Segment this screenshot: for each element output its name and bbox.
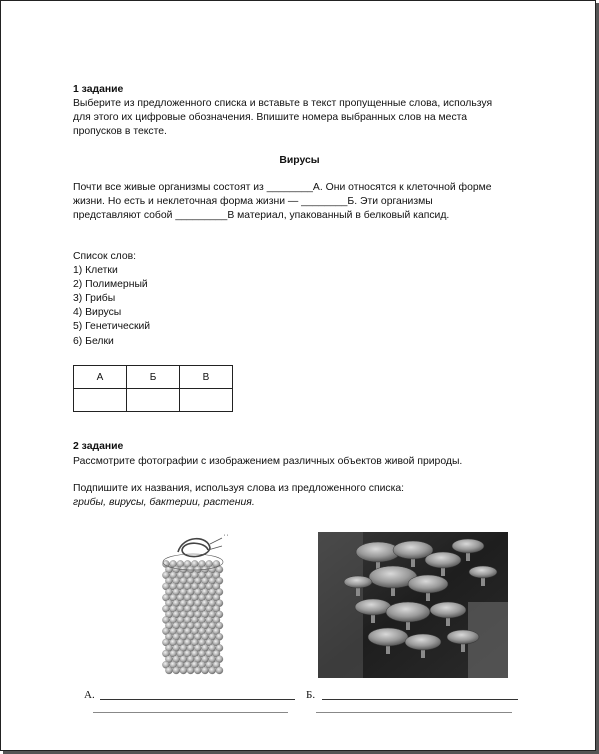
svg-text:' ': ' ' <box>224 535 228 541</box>
text-title: Вирусы <box>279 155 320 166</box>
mushrooms-photo <box>318 532 508 678</box>
task1-instruction-line-2: для этого их цифровые обозначения. Впишите номера выбранных слов на места <box>73 112 468 123</box>
capsid-bead <box>194 667 201 674</box>
mushroom-cap <box>447 630 479 644</box>
answer-line-b[interactable] <box>322 699 518 700</box>
mushroom-cap <box>430 602 466 618</box>
answer-line-b-underline <box>316 712 512 713</box>
word-list-item: 5) Генетический <box>73 321 151 332</box>
answer-header-v: В <box>180 366 233 389</box>
task1-instruction-line-1: Выберите из предложенного списка и вставьте в текст пропущенные слова, используя <box>73 98 493 109</box>
label-b: Б. <box>306 689 316 701</box>
task2-instruction: Рассмотрите фотографии с изображением различных объектов живой природы. <box>73 456 463 467</box>
answer-cell-v[interactable] <box>180 389 233 412</box>
mushroom-cap <box>452 539 484 553</box>
word-list-item: 1) Клетки <box>73 265 118 276</box>
mushroom-cap <box>425 552 461 568</box>
mushroom-cap <box>405 634 441 650</box>
text-line-3: представляют собой _________В материал, упакованный в белковый капсид. <box>73 210 450 221</box>
answer-header-b: Б <box>127 366 180 389</box>
task1-heading: 1 задание <box>73 84 124 95</box>
capsid-bead <box>165 667 172 674</box>
mushroom-cap <box>386 602 430 622</box>
label-a: А. <box>84 689 95 701</box>
answer-table <box>73 365 233 412</box>
answer-line-a[interactable] <box>100 699 295 700</box>
mushroom-cap <box>368 628 408 646</box>
capsid-bead <box>216 667 223 674</box>
task1-instruction-line-3: пропусков в тексте. <box>73 126 167 137</box>
answer-cell-b[interactable] <box>127 389 180 412</box>
word-list-item: 2) Полимерный <box>73 279 148 290</box>
mushroom-cap <box>469 566 497 578</box>
virus-illustration <box>148 530 238 680</box>
word-list-item: 3) Грибы <box>73 293 116 304</box>
text-line-1: Почти все живые организмы состоят из ________А. Они относятся к клеточной форме <box>73 182 492 193</box>
mushroom-cap <box>344 576 372 588</box>
answer-header-a: А <box>74 366 127 389</box>
task2-heading: 2 задание <box>73 441 124 452</box>
mushroom-cap <box>355 599 391 615</box>
capsid-bead <box>173 667 180 674</box>
capsid-bead <box>187 667 194 674</box>
answer-cell-a[interactable] <box>74 389 127 412</box>
text-line-2: жизни. Но есть и неклеточная форма жизни — ________Б. Эти организмы <box>73 196 433 207</box>
task2-sign-instruction: Подпишите их названия, используя слова из предложенного списка: <box>73 483 405 494</box>
word-list-item: 6) Белки <box>73 336 114 347</box>
mushroom-cap <box>408 575 448 593</box>
task2-word-options: грибы, вирусы, бактерии, растения. <box>73 497 255 508</box>
capsid-bead <box>201 667 208 674</box>
word-list-item: 4) Вирусы <box>73 307 122 318</box>
word-list-title: Список слов: <box>73 251 137 262</box>
capsid-bead <box>180 667 187 674</box>
capsid-bead <box>209 667 216 674</box>
answer-line-a-underline <box>93 712 288 713</box>
